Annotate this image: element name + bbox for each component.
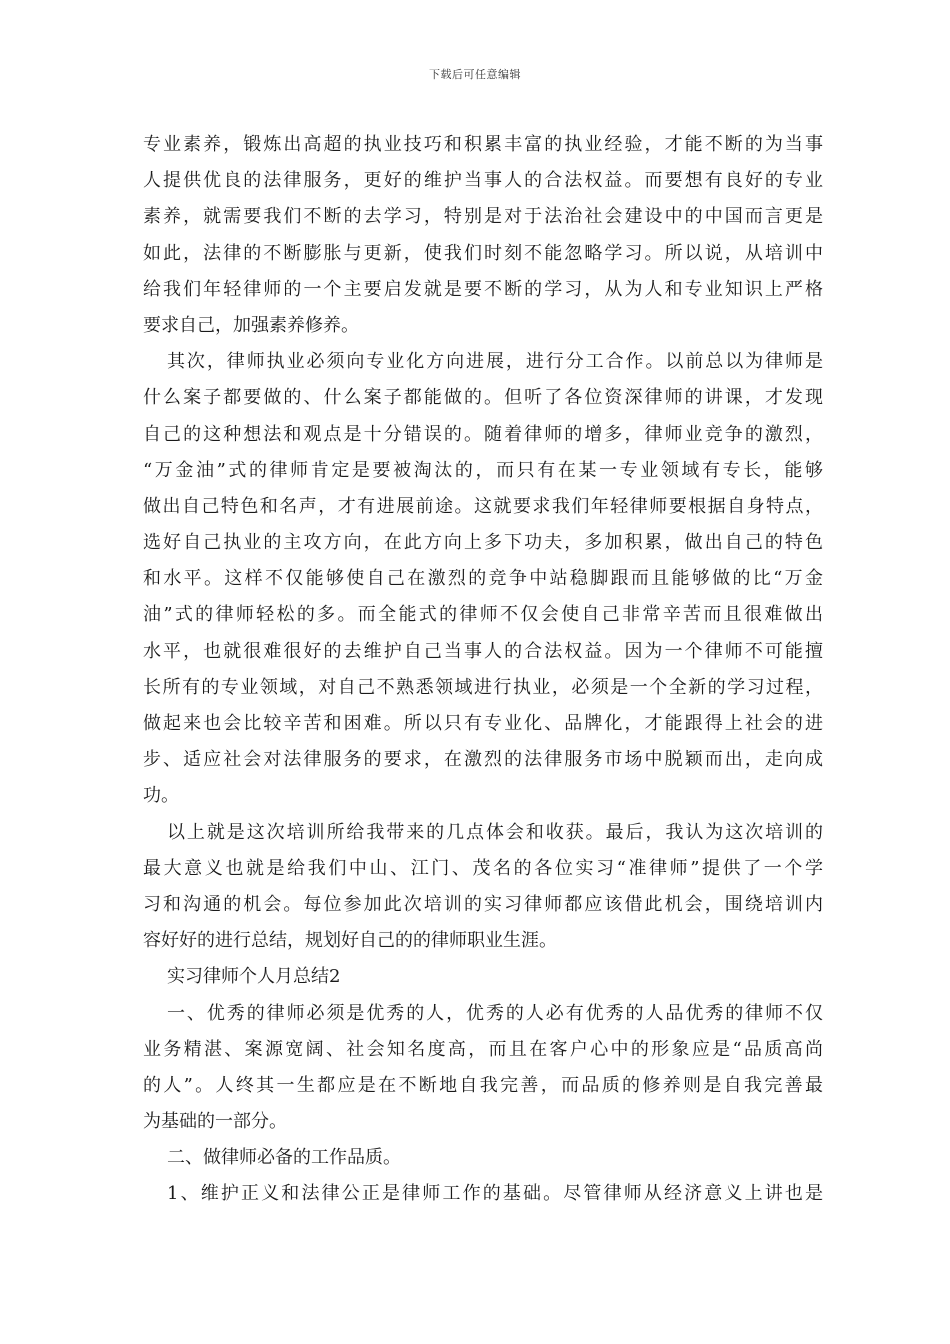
- text-line: 做起来也会比较辛苦和困难。所以只有专业化、品牌化，才能跟得上社会的进: [143, 713, 823, 734]
- text-line: 做出自己特色和名声，才有进展前途。这就要求我们年轻律师要根据自身特点，: [143, 495, 823, 517]
- page-header: 下载后可任意编辑: [429, 68, 521, 81]
- text-line: “万金油”式的律师肯定是要被淘汰的，而只有在某一专业领域有专长，能够: [143, 459, 823, 481]
- text-line: 其次，律师执业必须向专业化方向进展，进行分工合作。以前总以为律师是: [167, 351, 823, 373]
- text-line: 最大意义也就是给我们中山、江门、茂名的各位实习“准律师”提供了一个学: [143, 857, 823, 879]
- text-line: 人提供优良的法律服务，更好的维护当事人的合法权益。而要想有良好的专业: [143, 170, 823, 192]
- text-line: 为基础的一部分。: [143, 1111, 287, 1133]
- text-line: 以上就是这次培训所给我带来的几点体会和收获。最后，我认为这次培训的: [167, 821, 823, 843]
- text-line: 功。: [143, 785, 179, 807]
- section-heading: 实习律师个人月总结2: [167, 966, 341, 988]
- text-line: 什么案子都要做的、什么案子都能做的。但听了各位资深律师的讲课，才发现: [143, 387, 823, 409]
- text-line: 二、做律师必备的工作品质。: [167, 1147, 401, 1169]
- text-line: 选好自己执业的主攻方向，在此方向上多下功夫，多加积累，做出自己的特色: [143, 532, 823, 554]
- text-line: 的人”。人终其一生都应是在不断地自我完善，而品质的修养则是自我完善最: [143, 1074, 823, 1096]
- text-line: 1、维护正义和法律公正是律师工作的基础。尽管律师从经济意义上讲也是: [167, 1183, 823, 1205]
- text-line: 自己的这种想法和观点是十分错误的。随着律师的增多，律师业竞争的激烈，: [143, 423, 823, 445]
- text-line: 步、适应社会对法律服务的要求，在激烈的法律服务市场中脱颖而出，走向成: [143, 749, 823, 771]
- document-body: [143, 127, 823, 1213]
- text-line: 和水平。这样不仅能够使自己在激烈的竞争中站稳脚跟而且能够做的比“万金: [143, 568, 823, 590]
- text-line: 业务精湛、案源宽阔、社会知名度高，而且在客户心中的形象应是“品质高尚: [143, 1038, 823, 1060]
- text-line: 给我们年轻律师的一个主要启发就是要不断的学习，从为人和专业知识上严格: [143, 278, 823, 300]
- text-line: 专业素养，锻炼出高超的执业技巧和积累丰富的执业经验，才能不断的为当事: [143, 134, 823, 155]
- text-line: 如此，法律的不断膨胀与更新，使我们时刻不能忽略学习。所以说，从培训中: [143, 242, 823, 264]
- text-line: 素养，就需要我们不断的去学习，特别是对于法治社会建设中的中国而言更是: [143, 206, 823, 228]
- text-line: 水平，也就很难很好的去维护自己当事人的合法权益。因为一个律师不可能擅: [143, 640, 823, 662]
- text-line: 习和沟通的机会。每位参加此次培训的实习律师都应该借此机会，围绕培训内: [143, 893, 823, 915]
- text-line: 要求自己，加强素养修养。: [143, 314, 359, 336]
- text-line: 容好好的进行总结，规划好自己的的律师职业生涯。: [143, 930, 557, 952]
- text-line: 油”式的律师轻松的多。而全能式的律师不仅会使自己非常辛苦而且很难做出: [143, 604, 823, 626]
- text-line: 一、优秀的律师必须是优秀的人，优秀的人必有优秀的人品优秀的律师不仅: [167, 1002, 823, 1024]
- text-line: 长所有的专业领域，对自己不熟悉领域进行执业，必须是一个全新的学习过程，: [143, 676, 823, 698]
